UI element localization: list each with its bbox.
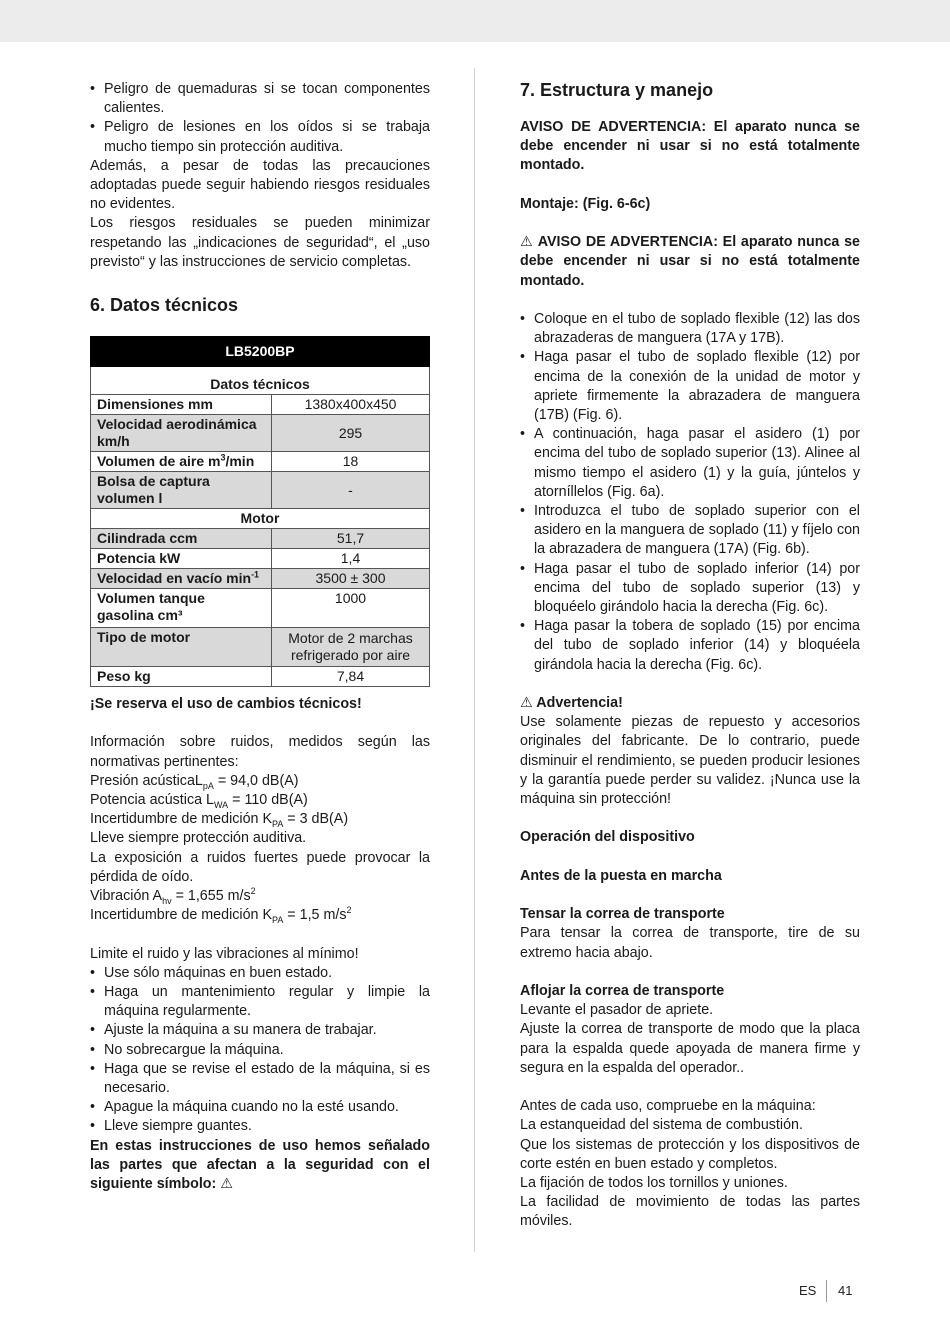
section-title: 6. Datos técnicos [90,295,239,316]
list-item: • Haga pasar el tubo de soplado inferior (14) por encima del tubo de soplado superior (13) y bloquéelo girándolo hacia la derecha (Fig. 6c). [520,560,860,618]
list-item: • Haga que se revise el estado de la máquina, si es necesario. [90,1060,430,1098]
warning-note: ⚠ AVISO DE ADVERTENCIA: El aparato nunca se debe encender ni usar si no está totalmente montado. [520,234,860,289]
noise-value: Incertidumbre de medición $K_{PA} = 3$ dB(A) [90,811,349,830]
check-line: La fijación de todos los tornillos y uniones. [520,1175,788,1192]
noise-line: La exposición a ruidos fuertes puede provocar la pérdida de oído. [90,849,430,885]
column-divider [474,68,475,1252]
advert-text: Use solamente piezas de repuesto y accesorios originales del fabricante. De lo contrario, puede disminuir el rendimiento, se pueden producir lesiones y la garantía puede perder su validez. ¡Nunca use la máquina sin protección! [520,714,860,808]
list-item: • No sobrecargue la máquina. [90,1041,430,1060]
spec-label: Bolsa de captura volumen l [91,472,272,509]
check-line: La estanqueidad del sistema de combustión. [520,1117,803,1134]
table-row [91,452,430,472]
operation-title: Operación del dispositivo [520,829,695,846]
assembly-title: Montaje: (Fig. 6-6c) [520,195,651,212]
footer-divider [826,1280,827,1302]
table-row [91,628,430,667]
safety-symbol-note: En estas instrucciones de uso hemos señalado las partes que afectan a la seguridad con el siguiente símbolo: ⚠ [90,1137,430,1193]
check-intro: Antes de cada uso, compruebe en la máquina: [520,1098,816,1115]
list-item: • Haga un mantenimiento regular y limpie la máquina regularmente. [90,983,430,1021]
right-column [520,78,860,1232]
check-line: Que los sistemas de protección y los dispositivos de corte estén en buen estado y completos. [520,1136,860,1172]
noise-intro: Información sobre ruidos, medidos según las normativas pertinentes: [90,734,430,770]
noise-value: Presión acústicaL$_{pA}$ = 94,0 dB(A) [90,772,299,791]
table-row [91,472,430,509]
spec-label: Potencia kW [91,549,272,569]
spec-value: 18 [272,452,430,472]
residual-paragraph: Los riesgos residuales se pueden minimizar respetando las „indicaciones de seguridad“, el „uso previsto“ y las instrucciones de servicio completas. [90,215,430,270]
model-header: LB5200BP [91,337,430,367]
spec-value: 1000 [272,589,430,628]
noise-value: Potencia acústica $L_{WA} = 110$ dB(A) [90,792,308,810]
list-item: • Haga pasar el tubo de soplado flexible (12) por encima de la conexión de la unidad de motor y apriete firmemente la abrazadera de manguera (17B) (Fig. 6). [520,348,860,425]
table-row [91,569,430,589]
spec-value: 7,84 [272,667,430,687]
spec-table [90,336,430,687]
list-item: • Peligro de quemaduras si se tocan componentes calientes. [90,80,430,118]
spec-value: - [272,472,430,509]
list-item: • Ajuste la máquina a su manera de trabajar. [90,1021,430,1040]
table-row [91,529,430,549]
table-row [91,667,430,687]
spec-label: Volumen tanque gasolina cm³ [91,589,272,628]
table-row [91,549,430,569]
warning-icon: ⚠ [520,234,534,251]
page-number: 41 [838,1283,853,1298]
assembly-steps [520,310,860,675]
list-item: • Introduzca el tubo de soplado superior con el asidero en la manguera de soplado (11) y fíjelo con la abrazadera de manguera (17A) (Fig. 6b). [520,502,860,560]
spec-label: Dimensiones mm [91,395,272,415]
tension-text: Para tensar la correa de transporte, tire de su extremo hacia abajo. [520,925,860,961]
advert-title: ⚠ Advertencia! [520,695,623,712]
spec-label: Tipo de motor [91,628,272,667]
left-column [90,80,430,1194]
list-item: • Apague la máquina cuando no la esté usando. [90,1098,430,1117]
list-item: • Coloque en el tubo de soplado flexible (12) las dos abrazaderas de manguera (17A y 17B). [520,310,860,348]
list-item: • Use sólo máquinas en buen estado. [90,964,430,983]
before-title: Antes de la puesta en marcha [520,867,722,884]
tension-title: Tensar la correa de transporte [520,906,725,923]
spec-label: Volumen de aire $m^3/\min$ [91,452,272,472]
limit-list [90,964,430,1137]
table-row [91,589,430,628]
spec-value: 3500 ± 300 [272,569,430,589]
limit-intro: Limite el ruido y las vibraciones al mínimo! [90,945,359,962]
vibration-value: Vibración $A_{hv} = 1,655$ $m/s^2$ [90,886,256,906]
risk-list [90,80,430,157]
warning-note: AVISO DE ADVERTENCIA: El aparato nunca se debe encender ni usar si no está totalmente montado. [520,119,860,174]
vibration-uncertainty: Incertidumbre de medición $K_{PA} = 1,5$ $m/s^2$ [90,905,352,926]
table-section-header: Datos técnicos [91,367,430,395]
noise-line: Lleve siempre protección auditiva. [90,830,307,847]
top-bar [0,0,950,42]
section-title: 7. Estructura y manejo [520,80,714,100]
residual-paragraph: Además, a pesar de todas las precauciones adoptadas puede seguir habiendo riesgos residuales no evidentes. [90,157,430,213]
table-row [91,415,430,452]
spec-label: Cilindrada ccm [91,529,272,549]
table-row [91,395,430,415]
loosen-text: Ajuste la correa de transporte de modo que la placa para la espalda quede apoyada de manera firme y segura en la espalda del operador.. [520,1021,860,1076]
spec-value: Motor de 2 marchas refrigerado por aire [272,628,430,667]
list-item: • Peligro de lesiones en los oídos si se trabaja mucho tiempo sin protección auditiva. [90,118,430,156]
check-line: La facilidad de movimiento de todas las partes móviles. [520,1194,860,1230]
spec-value: 51,7 [272,529,430,549]
language-code: ES [799,1283,817,1298]
list-item: • Haga pasar la tobera de soplado (15) por encima del tubo de soplado inferior (14) y bloquéela girándola hacia la derecha (Fig. 6c). [520,617,860,675]
list-item: • Lleve siempre guantes. [90,1117,430,1136]
loosen-text: Levante el pasador de apriete. [520,1002,714,1019]
loosen-title: Aflojar la correa de transporte [520,983,725,1000]
spec-value: 1,4 [272,549,430,569]
list-item: • A continuación, haga pasar el asidero (1) por encima del tubo de soplado superior (13). Alinee al mismo tiempo el asidero (1) y la guía, júntelos y atorníllelos (Fig. 6a). [520,425,860,502]
spec-value: 295 [272,415,430,452]
reserve-note: ¡Se reserva el uso de cambios técnicos! [90,696,362,713]
spec-label: Velocidad en vacío $\min^{-1}$ [91,569,272,589]
table-section-header: Motor [91,509,430,529]
spec-value: 1380x400x450 [272,395,430,415]
spec-label: Peso kg [91,667,272,687]
spec-label: Velocidad aerodinámica km/h [91,415,272,452]
